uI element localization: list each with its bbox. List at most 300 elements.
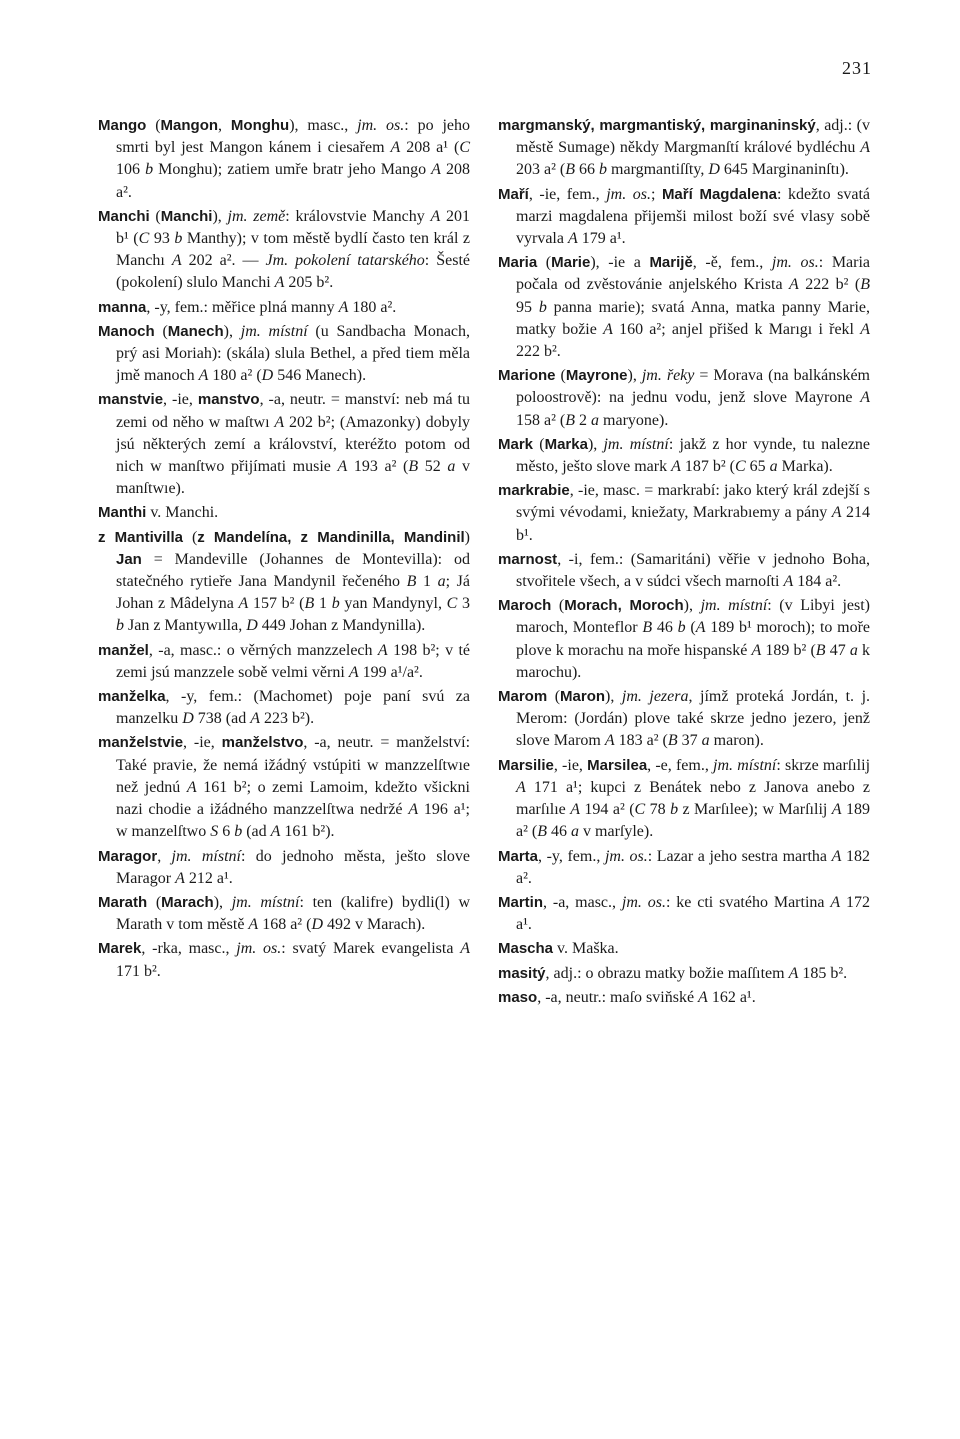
italic-text: a bbox=[437, 573, 446, 591]
right-column bbox=[498, 115, 870, 1011]
entry-text: (ad bbox=[242, 823, 271, 841]
entry-text: ( bbox=[537, 254, 552, 272]
entry-text: 37 bbox=[677, 732, 702, 750]
headword: Maria bbox=[498, 254, 538, 272]
italic-text: A bbox=[270, 823, 281, 841]
italic-text: B bbox=[860, 276, 871, 294]
dictionary-entry bbox=[498, 549, 870, 593]
dictionary-entry bbox=[498, 252, 870, 363]
italic-text: A bbox=[671, 458, 681, 476]
entry-text: 189 b¹ moroch); to moře plove k morachu na moře hispanské bbox=[516, 619, 871, 659]
italic-text: C bbox=[138, 230, 150, 248]
italic-text: b bbox=[599, 161, 608, 179]
italic-text: B bbox=[304, 595, 315, 613]
headword: Mark bbox=[498, 435, 534, 453]
dictionary-entry bbox=[98, 892, 470, 936]
italic-text: C bbox=[446, 595, 458, 613]
italic-text: b bbox=[145, 161, 154, 179]
italic-text: A bbox=[274, 274, 285, 292]
entry-text: , -y, fem.: (Machomet) poje paní svú za manzelku bbox=[116, 688, 470, 728]
dictionary-entry bbox=[98, 686, 470, 730]
entry-text: 1 bbox=[416, 573, 438, 591]
headword: Marath bbox=[98, 893, 148, 911]
entry-text: , -e, fem., bbox=[647, 756, 714, 774]
headword: Martin bbox=[498, 893, 543, 911]
entry-text: panna marie); svatá Anna, matka panny Marie, matky božie bbox=[516, 298, 871, 338]
italic-text: jm. místní bbox=[240, 322, 308, 340]
dictionary-entry bbox=[498, 184, 870, 251]
italic-text: jm. os. bbox=[357, 117, 405, 134]
entry-text: 180 a² ( bbox=[208, 367, 262, 385]
italic-text: a bbox=[849, 641, 858, 659]
entry-text: 180 a². bbox=[348, 298, 397, 316]
entry-text: 66 bbox=[575, 161, 600, 179]
entry-text: 158 a² ( bbox=[516, 411, 566, 429]
dictionary-entry bbox=[498, 892, 870, 936]
italic-text: B bbox=[667, 732, 678, 750]
headword: Mango bbox=[98, 117, 147, 134]
italic-text: D bbox=[246, 617, 258, 635]
italic-text: jm. místní bbox=[231, 893, 300, 911]
entry-text: ( bbox=[147, 893, 162, 911]
headword: Manchi bbox=[160, 207, 213, 225]
italic-text: A bbox=[175, 869, 185, 887]
entry-text: 78 bbox=[645, 801, 671, 819]
dictionary-entry bbox=[98, 527, 470, 638]
entry-text: maron). bbox=[709, 732, 764, 750]
entry-text: z Marſılee); w Marſılij bbox=[678, 801, 832, 819]
dictionary-entry bbox=[498, 480, 870, 547]
italic-text: jm. os. bbox=[771, 254, 819, 272]
italic-text: A bbox=[348, 663, 359, 681]
italic-text: A bbox=[198, 367, 209, 385]
entry-text: ( bbox=[146, 117, 161, 134]
headword: manželka bbox=[98, 688, 166, 706]
dictionary-entry bbox=[98, 938, 470, 982]
entry-text: : do jednoho města, ješto slove Maragor bbox=[116, 847, 471, 887]
entry-text: , -ě, fem., bbox=[692, 254, 772, 272]
entry-text: 171 a¹; kupci z Benátek nebo z Janova anebo z marſılıe bbox=[516, 778, 870, 819]
italic-text: b bbox=[670, 801, 679, 819]
entry-text: 65 bbox=[745, 458, 770, 476]
headword: Marie bbox=[551, 254, 591, 272]
italic-text: jm. země bbox=[227, 207, 286, 225]
headword: Manoch bbox=[98, 322, 155, 340]
entry-text: 189 b² ( bbox=[761, 641, 816, 659]
entry-text: : (v Libyi jest) maroch, Monteflor bbox=[516, 597, 870, 637]
headword: masitý bbox=[498, 964, 546, 982]
italic-text: A bbox=[783, 573, 794, 591]
entry-text: 2 bbox=[575, 411, 592, 429]
italic-text: jm. os. bbox=[606, 185, 651, 203]
italic-text: A bbox=[603, 320, 613, 338]
italic-text: a bbox=[701, 732, 710, 750]
entry-text: : ke cti svatého Martina bbox=[665, 893, 831, 911]
entry-text: 162 a¹. bbox=[707, 988, 756, 1006]
entry-text: ( bbox=[685, 619, 696, 637]
entry-text: 184 a². bbox=[793, 573, 842, 591]
italic-text: C bbox=[634, 801, 646, 819]
dictionary-entry bbox=[98, 321, 470, 388]
italic-text: b bbox=[234, 823, 243, 841]
entry-text: 182 a². bbox=[516, 847, 870, 887]
entry-text: 171 b². bbox=[116, 962, 161, 980]
headword: manželstvie bbox=[98, 734, 184, 752]
italic-text: B bbox=[565, 161, 576, 179]
entry-text: , -a, neutr. = manství: neb má tu zemi od něho w maſtwı bbox=[116, 391, 471, 431]
italic-text: A bbox=[788, 964, 799, 982]
entry-text: , -ie, masc. = markrabí: jako který král zdejší s svými vévodami, kniežaty, Markrabıemy a pány bbox=[516, 482, 870, 522]
entry-text: ), bbox=[213, 893, 232, 911]
entry-text: ), bbox=[627, 367, 642, 385]
headword: Marsilea bbox=[587, 756, 648, 774]
italic-text: A bbox=[695, 619, 706, 637]
entry-text: = Morava (na balkánském poloostrově): na jednu vodu, jenž slove Mayrone bbox=[516, 367, 871, 407]
headword: Marsilie bbox=[498, 756, 554, 774]
entry-text: , bbox=[157, 847, 172, 865]
italic-text: b bbox=[331, 595, 340, 613]
entry-text: 193 a² ( bbox=[347, 458, 409, 476]
entry-text: , -a, masc., bbox=[543, 893, 622, 911]
entry-text: v marſyle). bbox=[579, 823, 654, 841]
italic-text: A bbox=[390, 139, 401, 157]
entry-text: ( bbox=[154, 322, 168, 340]
entry-text: ), bbox=[605, 688, 622, 706]
dictionary-entry bbox=[498, 987, 870, 1009]
entry-text: 199 a¹/a². bbox=[358, 663, 423, 681]
italic-text: b bbox=[174, 230, 183, 248]
dictionary-entry bbox=[498, 963, 870, 985]
entry-text: : Lazar a jeho sestra martha bbox=[647, 847, 832, 865]
headword: manžel bbox=[98, 641, 149, 659]
entry-text: : královstvie Manchy bbox=[285, 207, 431, 225]
entry-text: ( bbox=[551, 597, 565, 615]
entry-text: 95 bbox=[516, 298, 539, 316]
headword: Manthi bbox=[98, 504, 147, 522]
entry-text: ( bbox=[182, 528, 198, 546]
entry-text: 205 b². bbox=[284, 274, 334, 292]
entry-text: 201 b¹ ( bbox=[116, 207, 471, 248]
headword: Monghu bbox=[230, 117, 290, 134]
dictionary-entry bbox=[98, 640, 470, 684]
entry-text: 738 (ad bbox=[193, 710, 251, 728]
entry-text: ( bbox=[547, 688, 561, 706]
entry-text: 160 a²; anjel přišed k Marıgı i řekl bbox=[612, 320, 861, 338]
entry-text: , -ie, bbox=[553, 756, 588, 774]
entry-text: 168 a² ( bbox=[258, 916, 312, 934]
italic-text: jm. řeky bbox=[641, 367, 695, 385]
dictionary-entry bbox=[498, 115, 870, 182]
italic-text: A bbox=[860, 389, 870, 407]
entry-text: Jan z Mantywılla, bbox=[124, 617, 247, 635]
entry-text: ( bbox=[533, 435, 545, 453]
entry-text: : ten (kalifre) bydli(l) w Marath v tom městě bbox=[116, 893, 471, 934]
page-number: 231 bbox=[842, 58, 872, 78]
headword: Mascha bbox=[498, 940, 554, 958]
italic-text: Jm. pokolení tatarského bbox=[265, 252, 425, 270]
entry-text: 157 b² ( bbox=[248, 595, 305, 613]
entry-text: 47 bbox=[825, 641, 850, 659]
entry-text: 1 bbox=[314, 595, 332, 613]
dictionary-entry bbox=[98, 206, 470, 295]
italic-text: A bbox=[516, 778, 526, 796]
headword: Maroch bbox=[498, 597, 552, 615]
italic-text: A bbox=[831, 801, 842, 819]
italic-text: A bbox=[408, 801, 419, 819]
entry-text: , -a, neutr. = manželství: Také pravie, že nemá ižádný vstúpiti w manzzelſtwıe než jednú bbox=[116, 734, 471, 796]
italic-text: A bbox=[698, 988, 708, 1006]
entry-text: k marochu). bbox=[516, 641, 871, 681]
entry-text: Manthy); v tom městě bydlí často ten král z Manchı bbox=[116, 230, 471, 270]
italic-text: A bbox=[860, 139, 870, 157]
headword: marnost bbox=[498, 550, 558, 568]
headword: manna bbox=[98, 298, 147, 316]
entry-text: ), bbox=[223, 322, 241, 340]
headword: Maří bbox=[498, 185, 529, 203]
headword: Marom bbox=[498, 688, 548, 706]
headword: Maragor bbox=[98, 847, 158, 865]
headword: Marijě bbox=[649, 254, 693, 272]
entry-text: Marka). bbox=[777, 458, 833, 476]
left-column bbox=[98, 115, 470, 985]
entry-text: , -ie, bbox=[163, 391, 198, 409]
headword: z Mantivilla bbox=[98, 528, 183, 546]
headword: Manchi bbox=[98, 207, 150, 225]
italic-text: A bbox=[831, 504, 842, 522]
entry-text: : po jeho smrti byl jest Mangon kánem i ciesařem bbox=[116, 117, 471, 157]
entry-text: 179 a¹. bbox=[577, 230, 626, 248]
italic-text: A bbox=[377, 641, 388, 659]
italic-text: a bbox=[571, 823, 580, 841]
dictionary-entry bbox=[98, 846, 470, 890]
entry-text: : skrze marſılij bbox=[776, 756, 871, 774]
headword: Marta bbox=[498, 847, 539, 865]
entry-text: 202 b²; (Amazonky) dobyly jsú některých zemí a království, kteréžto potom od nich w manſtwo přijímati musie bbox=[116, 413, 471, 476]
italic-text: C bbox=[459, 139, 470, 157]
dictionary-entry bbox=[498, 434, 870, 478]
italic-text: a bbox=[447, 458, 456, 476]
italic-text: D bbox=[708, 161, 720, 179]
headword: manželstvo bbox=[221, 734, 304, 752]
entry-text: 212 a¹. bbox=[184, 869, 233, 887]
italic-text: jm. jezera bbox=[621, 688, 689, 706]
entry-text: 449 Johan z Mandynilla). bbox=[257, 617, 426, 635]
dictionary-entry bbox=[498, 686, 870, 753]
entry-text: ( bbox=[555, 367, 566, 385]
entry-text: 196 a¹; w manzelſtwo bbox=[116, 801, 470, 841]
italic-text: B bbox=[406, 573, 417, 591]
entry-text: 3 bbox=[457, 595, 471, 613]
headword: Jan bbox=[116, 550, 142, 568]
entry-text: 52 bbox=[418, 458, 448, 476]
entry-text: v. Maška. bbox=[553, 940, 619, 958]
italic-text: a bbox=[591, 411, 600, 429]
dictionary-entry bbox=[98, 389, 470, 500]
italic-text: A bbox=[431, 161, 441, 179]
italic-text: jm. místní bbox=[171, 847, 241, 865]
entry-text: : Šesté (pokolení) slulo Manchi bbox=[116, 252, 471, 292]
entry-text: 46 bbox=[652, 619, 678, 637]
dictionary-entry bbox=[498, 595, 870, 684]
italic-text: A bbox=[567, 230, 578, 248]
entry-text: , -a, neutr.: maſo sviňské bbox=[537, 988, 699, 1006]
headword: Maří Magdalena bbox=[661, 185, 777, 203]
entry-text: ; bbox=[650, 185, 662, 203]
entry-text: 208 a¹ ( bbox=[400, 139, 460, 157]
headword: manstvie bbox=[98, 391, 164, 409]
italic-text: A bbox=[604, 732, 615, 750]
entry-text: 546 Manech). bbox=[273, 367, 367, 385]
entry-text: 185 b². bbox=[798, 964, 848, 982]
dictionary-entry bbox=[498, 938, 870, 960]
headword: Morach, Moroch bbox=[564, 597, 684, 615]
entry-text: (u Sandbacha Monach, prý asi Moriah): (skála) slula Bethel, a před tiem měla jmě manoch bbox=[116, 322, 471, 385]
entry-text: 161 b²; o zemi Lamoim, kdežto všickni nazi chodie a ižádného manzzelſtwa nedržé bbox=[116, 778, 470, 819]
italic-text: jm. os. bbox=[236, 940, 282, 958]
italic-text: A bbox=[248, 916, 259, 934]
entry-text: maryone). bbox=[599, 411, 669, 429]
italic-text: A bbox=[789, 276, 799, 294]
italic-text: A bbox=[274, 413, 285, 431]
entry-text: 187 b² ( bbox=[680, 458, 735, 476]
entry-text: v. Manchi. bbox=[146, 504, 219, 522]
italic-text: A bbox=[250, 710, 260, 728]
entry-text: 222 b². bbox=[516, 343, 561, 361]
entry-text: 6 bbox=[218, 823, 235, 841]
entry-text: 172 a¹. bbox=[516, 893, 871, 934]
headword: margmanský, margmantiský, marginaninský bbox=[498, 117, 816, 134]
entry-text: ), -ie a bbox=[590, 254, 650, 272]
headword: Mangon bbox=[160, 117, 219, 134]
entry-text: 645 Marginaninſtı). bbox=[719, 161, 849, 179]
italic-text: B bbox=[408, 458, 419, 476]
dictionary-entry bbox=[498, 755, 870, 844]
entry-text: , jímž proteká Jordán, t. j. Merom: (Jordán) plove také skrze jedno jezero, jenž slove Marom bbox=[516, 688, 871, 750]
entry-text: ), bbox=[212, 207, 228, 225]
headword: Maron bbox=[560, 688, 606, 706]
dictionary-entry bbox=[98, 732, 470, 843]
italic-text: S bbox=[210, 823, 219, 841]
entry-text: yan Mandynyl, bbox=[339, 595, 447, 613]
italic-text: jm. místní bbox=[603, 435, 669, 453]
italic-text: C bbox=[735, 458, 746, 476]
headword: Marka bbox=[544, 435, 588, 453]
headword: z Mandelína, z Mandinilla, Mandinil bbox=[197, 528, 465, 546]
entry-text: 214 b¹. bbox=[516, 504, 870, 544]
italic-text: A bbox=[830, 893, 841, 911]
entry-text: 46 bbox=[547, 823, 572, 841]
entry-text: 198 b²; v té zemi jsú manzzele sobě velmi věrni bbox=[116, 641, 471, 681]
headword: maso bbox=[498, 988, 538, 1006]
entry-text: : svatý Marek evangelista bbox=[281, 940, 461, 958]
italic-text: A bbox=[337, 458, 348, 476]
entry-text: , -y, fem.: měřice plná manny bbox=[146, 298, 339, 316]
entry-text: : kdežto svatá marzi magdalena přijemši milost boží své vlasy sobě vyrvala bbox=[516, 185, 871, 248]
entry-text: 492 v Marach). bbox=[323, 916, 426, 934]
italic-text: b bbox=[116, 617, 124, 635]
entry-text: ), bbox=[683, 597, 701, 615]
entry-text: 222 b² ( bbox=[798, 276, 861, 294]
entry-text: v manſtwıe). bbox=[116, 458, 470, 498]
italic-text: A bbox=[186, 778, 197, 796]
entry-text: ) bbox=[464, 528, 470, 546]
entry-text: 202 a². — bbox=[181, 252, 266, 270]
entry-text: 203 a² ( bbox=[516, 161, 566, 179]
dictionary-entry bbox=[498, 365, 870, 432]
italic-text: A bbox=[430, 207, 441, 225]
entry-text: 223 b²). bbox=[259, 710, 315, 728]
entry-text: 161 b²). bbox=[280, 823, 335, 841]
italic-text: A bbox=[171, 252, 182, 270]
dictionary-entry bbox=[498, 846, 870, 890]
entry-text: , -y, fem., bbox=[538, 847, 605, 865]
italic-text: D bbox=[311, 916, 323, 934]
entry-text: 106 bbox=[116, 161, 146, 179]
italic-text: D bbox=[261, 367, 274, 385]
entry-text: Monghu); zatiem umře bratr jeho Mango bbox=[153, 161, 432, 179]
italic-text: A bbox=[460, 940, 470, 958]
italic-text: jm. místní bbox=[700, 597, 768, 615]
entry-text: , bbox=[218, 117, 231, 134]
italic-text: A bbox=[860, 320, 871, 338]
italic-text: B bbox=[565, 411, 576, 429]
entry-text: margmantiſſty, bbox=[607, 161, 709, 179]
headword: Mayrone bbox=[565, 367, 628, 385]
italic-text: a bbox=[769, 458, 778, 476]
entry-text: ), masc., bbox=[289, 117, 358, 134]
entry-text: : Maria počala od zvěstovánie anjelského Krista bbox=[516, 254, 871, 294]
italic-text: A bbox=[338, 298, 349, 316]
headword: Marek bbox=[98, 940, 142, 958]
entry-text: ), bbox=[587, 435, 604, 453]
entry-text: ; Já Johan z Mâdelyna bbox=[116, 573, 471, 613]
entry-text: 93 bbox=[149, 230, 175, 248]
entry-text: : jakž z hor vynde, tu nalezne město, ješto slove mark bbox=[516, 435, 871, 476]
italic-text: b bbox=[538, 298, 547, 316]
dictionary-entry bbox=[98, 297, 470, 319]
italic-text: B bbox=[815, 641, 826, 659]
entry-text: , -a, masc.: o věrných manzzelech bbox=[148, 641, 378, 659]
italic-text: A bbox=[238, 595, 249, 613]
italic-text: b bbox=[677, 619, 686, 637]
entry-text: 183 a² ( bbox=[614, 732, 668, 750]
italic-text: A bbox=[570, 801, 580, 819]
headword: Marach bbox=[161, 893, 214, 911]
italic-text: A bbox=[751, 641, 762, 659]
dictionary-entry bbox=[98, 115, 470, 204]
entry-text: = Mandeville (Johannes de Montevilla): od statečného rytieře Jana Mandynil řečeného bbox=[116, 550, 470, 591]
italic-text: B bbox=[537, 823, 548, 841]
italic-text: D bbox=[182, 710, 194, 728]
entry-text: , adj.: (v městě Sumage) někdy Margmanſtí králové bydléchu bbox=[516, 117, 870, 157]
entry-text: , adj.: o obrazu matky božie maſſıtem bbox=[545, 964, 789, 982]
headword: markrabie bbox=[498, 482, 570, 500]
italic-text: jm. os. bbox=[604, 847, 648, 865]
dictionary-entry bbox=[98, 502, 470, 524]
entry-text: , -ie, fem., bbox=[528, 185, 607, 203]
entry-text: 194 a² ( bbox=[579, 801, 635, 819]
headword: Marione bbox=[498, 367, 556, 385]
entry-text: , -i, fem.: (Samaritáni) věřie v jednoho Boha, stvořitele všech, a v súdci všech marnoſti bbox=[516, 550, 870, 591]
entry-text: 208 a². bbox=[116, 161, 471, 201]
italic-text: B bbox=[642, 619, 653, 637]
entry-text: , -rka, masc., bbox=[141, 940, 237, 958]
entry-text: 189 a² ( bbox=[516, 801, 870, 841]
headword: manstvo bbox=[197, 391, 260, 409]
italic-text: A bbox=[831, 847, 842, 865]
italic-text: jm. os. bbox=[621, 893, 666, 911]
italic-text: jm. místní bbox=[713, 756, 777, 774]
